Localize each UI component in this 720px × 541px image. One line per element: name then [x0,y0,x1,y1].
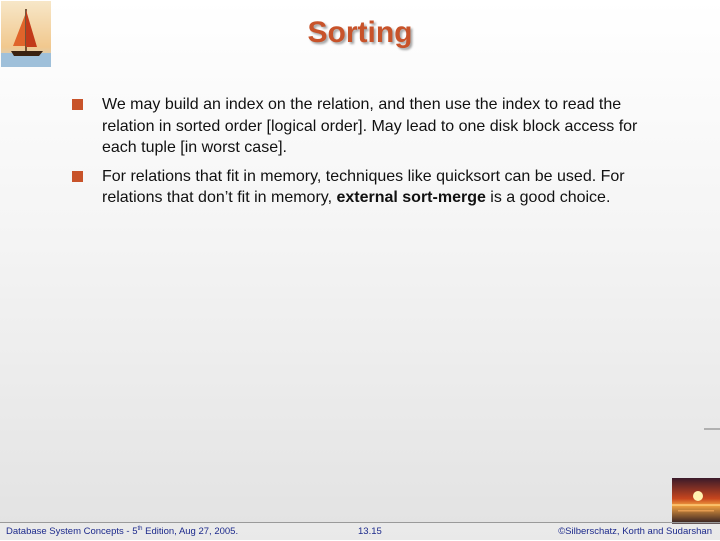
square-bullet-icon [72,99,83,110]
footer-book-title: Database System Concepts - 5th Edition, Aug 27, 2005. [6,526,239,538]
footer-page-number: 13.15 [358,526,382,537]
slide-title: Sorting [307,16,413,49]
square-bullet-icon [72,171,83,182]
footer-copyright: ©Silberschatz, Korth and Sudarshan [558,526,712,537]
bullet-text: is a good choice. [485,189,611,206]
bullet-list [72,94,672,216]
bullet-emphasis: external sort-merge [336,189,486,206]
sunset-image-icon [672,478,720,524]
bullet-text: We may build an index on the relation, and then use the index to read the relation in sorted order [logical order]. May lead to one disk block access for each tuple [in worst case]. [102,96,638,156]
side-divider [704,428,720,430]
bullet-item [72,166,672,209]
bullet-text: For relations that fit in memory, techniques like quicksort can be used. For relations that don’t fit in memory, [102,167,625,206]
slide-footer [0,522,720,541]
bullet-item [72,94,672,159]
